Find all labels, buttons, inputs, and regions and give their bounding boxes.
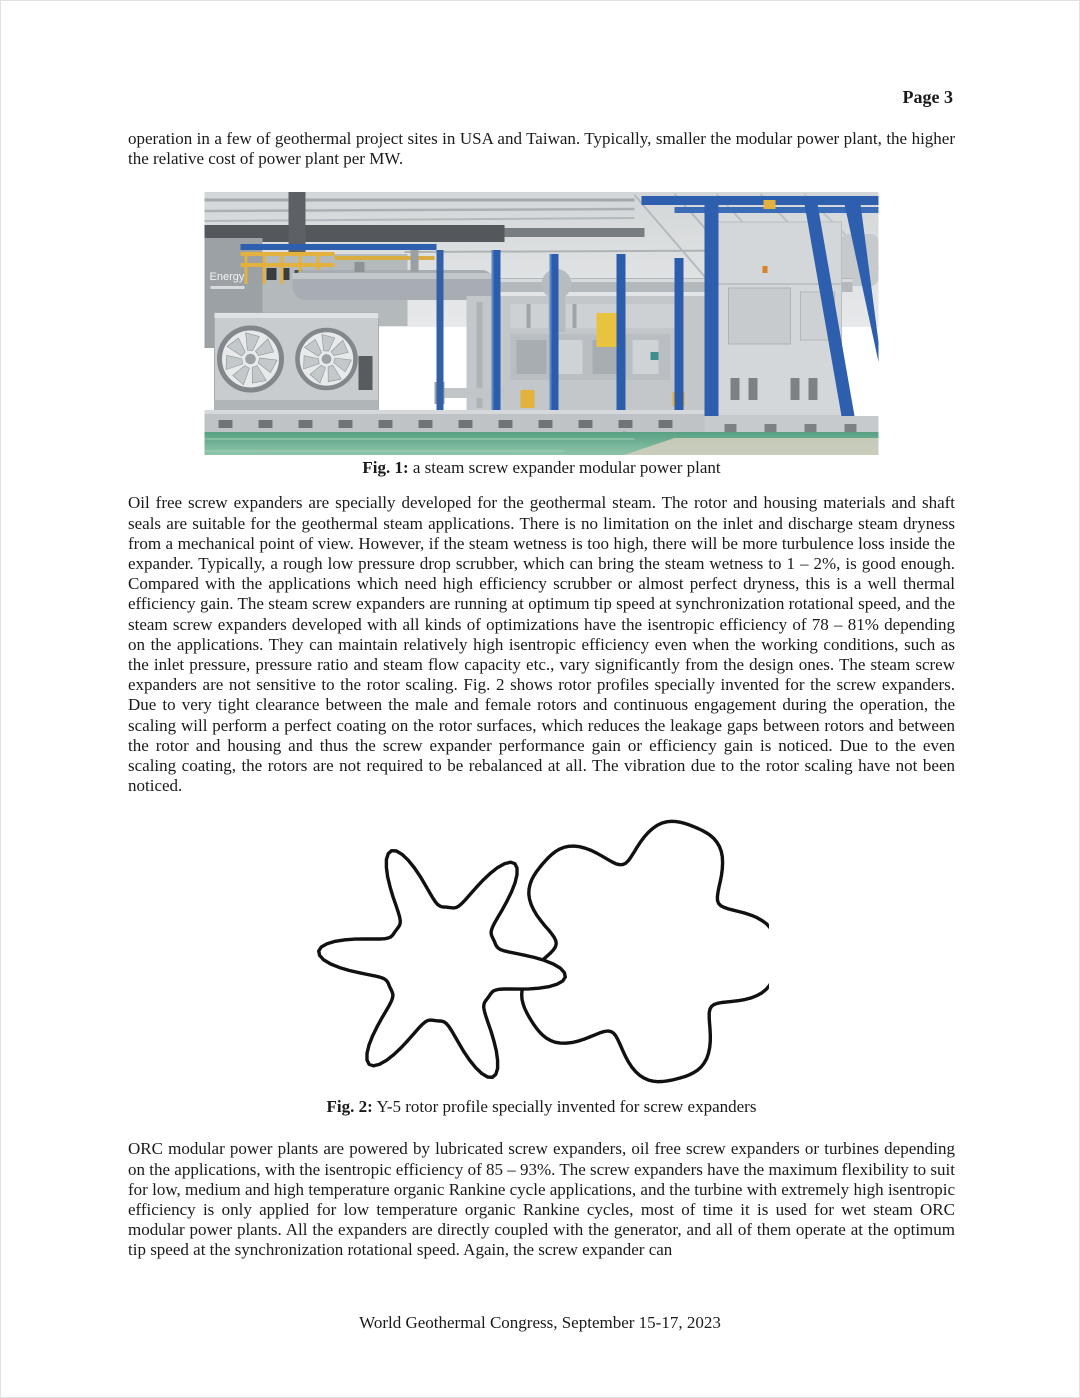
- cooling-fan-right: [298, 330, 356, 388]
- figure1-caption-label: Fig. 1:: [362, 458, 409, 478]
- page-number: Page 3: [902, 87, 953, 107]
- wall-brand-text: Energy: [209, 271, 245, 284]
- footer: World Geothermal Congress, September 15-17, 2023: [359, 1313, 721, 1332]
- figure1-caption: [128, 457, 955, 478]
- paragraph-1: operation in a few of geothermal project sites in USA and Taiwan. Typically, smaller the modular power plant, the higher the relative cost of power plant per MW.: [128, 129, 955, 169]
- figure1-photo: [204, 192, 879, 455]
- male-rotor-outline: [522, 822, 769, 1082]
- paragraph-2: Oil free screw expanders are specially developed for the geothermal steam. The rotor and housing materials and shaft seals are suitable for the geothermal steam applications. There is no limitation on the inlet and discharge steam dryness from a mechanical point of view. However, if the steam wetness is too high, there will be more turbulence loss inside the expander. Typically, a rough low pressure drop scrubber, which can bring the steam wetness to 1 – 2%, is good enough. Compared with the applications which need high efficiency scrubber or almost perfect dryness, this is a well thermal efficiency gain. The steam screw expanders are running at optimum tip speed at synchronization rotational speed, and the steam screw expanders developed with all kinds of optimizations have the isentropic efficiency of 78 – 81% depending on the applications. They can maintain relatively high isentropic efficiency even when the working conditions, such as the inlet pressure, pressure ratio and steam flow capacity etc., vary significantly from the design ones. The steam screw expanders are not sensitive to the rotor scaling. Fig. 2 shows rotor profiles specially invented for the screw expanders. Due to very tight clearance between the male and female rotors and continuous engagement during the operation, the scaling will perform a perfect coating on the rotor surfaces, which reduces the leakage gaps between rotors and between the rotor and housing and thus the screw expander performance gain or efficiency gain is noticed. Due to the even scaling coating, the rotors are not required to be rebalanced at all. The vibration due to the rotor scaling have not been noticed.: [128, 493, 955, 796]
- figure2-caption-label: Fig. 2:: [326, 1097, 373, 1117]
- gantry-top-beams: [642, 196, 879, 213]
- paragraph-3: ORC modular power plants are powered by lubricated screw expanders, oil free screw expanders or turbines depending on the applications, with the isentropic efficiency of 85 – 93%. The screw expanders have the maximum flexibility to suit for low, medium and high temperature organic Rankine cycle applications, and the turbine with extremely high isentropic efficiency is only applied for low temperature organic Rankine cycles, most of time it is used for wet steam ORC modular power plants. All the expanders are directly coupled with the generator, and all of them operate at the optimum tip speed at the synchronization rotational speed. Again, the screw expander can: [128, 1139, 955, 1260]
- figure2-rotor-profile: [314, 814, 769, 1094]
- figure1-caption-text: a steam screw expander modular power plant: [408, 458, 721, 478]
- figure2-caption: [128, 1096, 955, 1117]
- cooling-fan-left: [220, 328, 282, 390]
- figure1-block: [128, 192, 955, 478]
- figure2-caption-text: Y-5 rotor profile specially invented for screw expanders: [372, 1097, 757, 1117]
- page-content: [128, 129, 955, 1261]
- air-cooler: [215, 313, 379, 410]
- figure2-block: [128, 814, 955, 1117]
- factory-floor: [205, 432, 879, 455]
